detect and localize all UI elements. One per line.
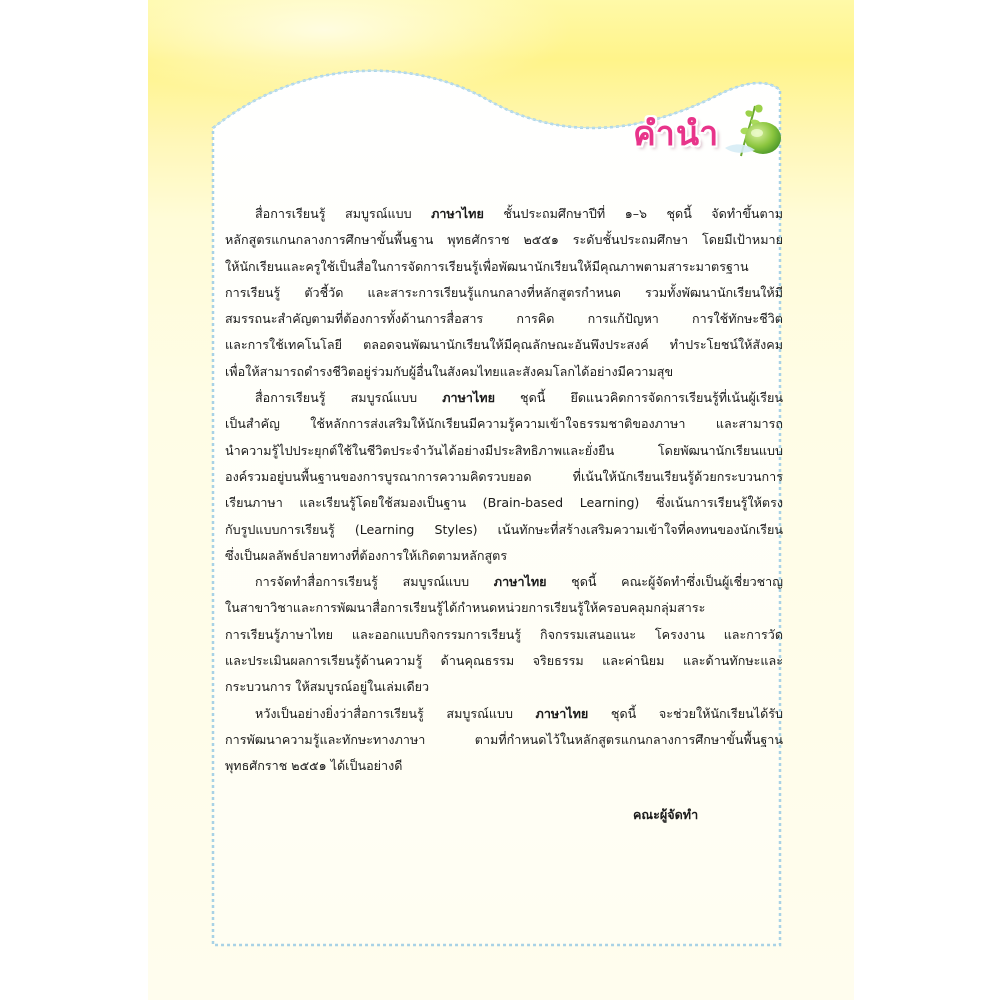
text-line xyxy=(225,332,783,358)
document-page xyxy=(148,0,854,1000)
bold-text: ภาษาไทย xyxy=(493,574,547,590)
text-line xyxy=(225,595,783,621)
text-line xyxy=(225,517,783,543)
text-segment: ในสาขาวิชาและการพัฒนาสื่อการเรียนรู้ได้กำหนดหน่วยการเรียนรู้ให้ครอบคลุมกลุ่มสาระ xyxy=(225,600,706,616)
text-segment: และการใช้เทคโนโลยี ตลอดจนพัฒนานักเรียนให้มีคุณลักษณะอันพึงประสงค์ ทำประโยชน์ให้สังคม xyxy=(225,337,783,353)
text-segment: สื่อการเรียนรู้ สมบูรณ์แบบ xyxy=(255,390,443,406)
text-segment: เพื่อให้สามารถดำรงชีวิตอยู่ร่วมกับผู้อื่นในสังคมไทยและสังคมโลกได้อย่างมีความสุข xyxy=(225,363,674,379)
text-segment: สมรรถนะสำคัญตามที่ต้องการทั้งด้านการสื่อสาร การคิด การแก้ปัญหา การใช้ทักษะชีวิต xyxy=(225,311,783,327)
text-segment: นำความรู้ไปประยุกต์ใช้ในชีวิตประจำวันได้อย่างมีประสิทธิภาพและยั่งยืน โดยพัฒนานักเรียนแบบ xyxy=(225,442,783,458)
text-line xyxy=(225,701,783,727)
paragraph xyxy=(225,385,783,569)
green-plant-sprout-icon xyxy=(721,98,785,160)
text-segment: ให้นักเรียนและครูใช้เป็นสื่อในการจัดการเรียนรู้เพื่อพัฒนานักเรียนให้มีคุณภาพตามสาระมาตรฐาน xyxy=(225,258,749,274)
text-segment: องค์รวมอยู่บนพื้นฐานของการบูรณาการความคิดรวบยอด ที่เน้นให้นักเรียนเรียนรู้ด้วยกระบวนการ xyxy=(225,468,783,484)
text-segment: กระบวนการ ให้สมบูรณ์อยู่ในเล่มเดียว xyxy=(225,679,430,695)
text-line xyxy=(225,622,783,648)
text-line xyxy=(225,411,783,437)
text-line xyxy=(225,464,783,490)
text-line xyxy=(225,254,783,280)
text-line xyxy=(225,674,783,700)
text-segment: และประเมินผลการเรียนรู้ด้านความรู้ ด้านคุณธรรม จริยธรรม และค่านิยม และด้านทักษะและ xyxy=(225,653,783,669)
signature: คณะผู้จัดทำ xyxy=(633,807,699,822)
text-line xyxy=(225,648,783,674)
text-segment: หวังเป็นอย่างยิ่งว่าสื่อการเรียนรู้ สมบูรณ์แบบ xyxy=(255,705,536,721)
text-segment: ชุดนี้ จะช่วยให้นักเรียนได้รับ xyxy=(588,705,784,721)
text-line xyxy=(225,385,783,411)
text-segment: การเรียนรู้ ตัวชี้วัด และสาระการเรียนรู้แกนกลางที่หลักสูตรกำหนด รวมทั้งพัฒนานักเรียนให้มี xyxy=(225,284,783,300)
bold-text: ภาษาไทย xyxy=(535,705,589,721)
text-segment: ซึ่งเป็นผลลัพธ์ปลายทางที่ต้องการให้เกิดตามหลักสูตร xyxy=(225,547,508,563)
text-segment: เป็นสำคัญ ใช้หลักการส่งเสริมให้นักเรียนมีความรู้ความเข้าใจธรรมชาติของภาษา และสามารถ xyxy=(225,416,783,432)
text-line xyxy=(225,280,783,306)
text-line xyxy=(225,306,783,332)
text-line xyxy=(225,543,783,569)
text-segment: การเรียนรู้ภาษาไทย และออกแบบกิจกรรมการเรียนรู้ กิจกรรมเสนอแนะ โครงงาน และการวัด xyxy=(225,626,783,642)
page-title: คำนำ xyxy=(633,114,720,154)
text-segment: ชุดนี้ คณะผู้จัดทำซึ่งเป็นผู้เชี่ยวชาญ xyxy=(546,574,783,590)
text-segment: พุทธศักราช ๒๕๕๑ ได้เป็นอย่างดี xyxy=(225,758,403,774)
text-segment: ชั้นประถมศึกษาปีที่ ๑–๖ ชุดนี้ จัดทำขึ้นตาม xyxy=(483,206,784,221)
bold-text: ภาษาไทย xyxy=(442,390,495,406)
title-group xyxy=(633,98,783,168)
bold-text: ภาษาไทย xyxy=(431,206,484,221)
text-line xyxy=(225,227,783,253)
text-line xyxy=(225,753,783,779)
text-segment: สื่อการเรียนรู้ สมบูรณ์แบบ xyxy=(255,206,432,221)
text-line xyxy=(225,359,783,385)
text-segment: เรียนภาษา และเรียนรู้โดยใช้สมองเป็นฐาน (Brain-based Learning) ซึ่งเน้นการเรียนรู้ให้ตรง xyxy=(225,495,783,511)
preface-body xyxy=(225,201,783,780)
text-segment: ชุดนี้ ยึดแนวคิดการจัดการเรียนรู้ที่เน้นผู้เรียน xyxy=(494,390,783,406)
text-segment: หลักสูตรแกนกลางการศึกษาขั้นพื้นฐาน พุทธศักราช ๒๕๕๑ ระดับชั้นประถมศึกษา โดยมีเป้าหมาย xyxy=(225,232,783,248)
text-segment: การจัดทำสื่อการเรียนรู้ สมบูรณ์แบบ xyxy=(255,574,494,590)
text-segment: การพัฒนาความรู้และทักษะทางภาษา ตามที่กำหนดไว้ในหลักสูตรแกนกลางการศึกษาขั้นพื้นฐาน xyxy=(225,731,783,747)
text-line xyxy=(225,727,783,753)
text-line xyxy=(225,569,783,595)
text-line xyxy=(225,201,783,227)
paragraph xyxy=(225,701,783,780)
text-line xyxy=(225,438,783,464)
text-line xyxy=(225,490,783,516)
paragraph xyxy=(225,201,783,385)
text-segment: กับรูปแบบการเรียนรู้ (Learning Styles) เน้นทักษะที่สร้างเสริมความเข้าใจที่คงทนของนักเรียน xyxy=(225,521,783,537)
paragraph xyxy=(225,569,783,700)
